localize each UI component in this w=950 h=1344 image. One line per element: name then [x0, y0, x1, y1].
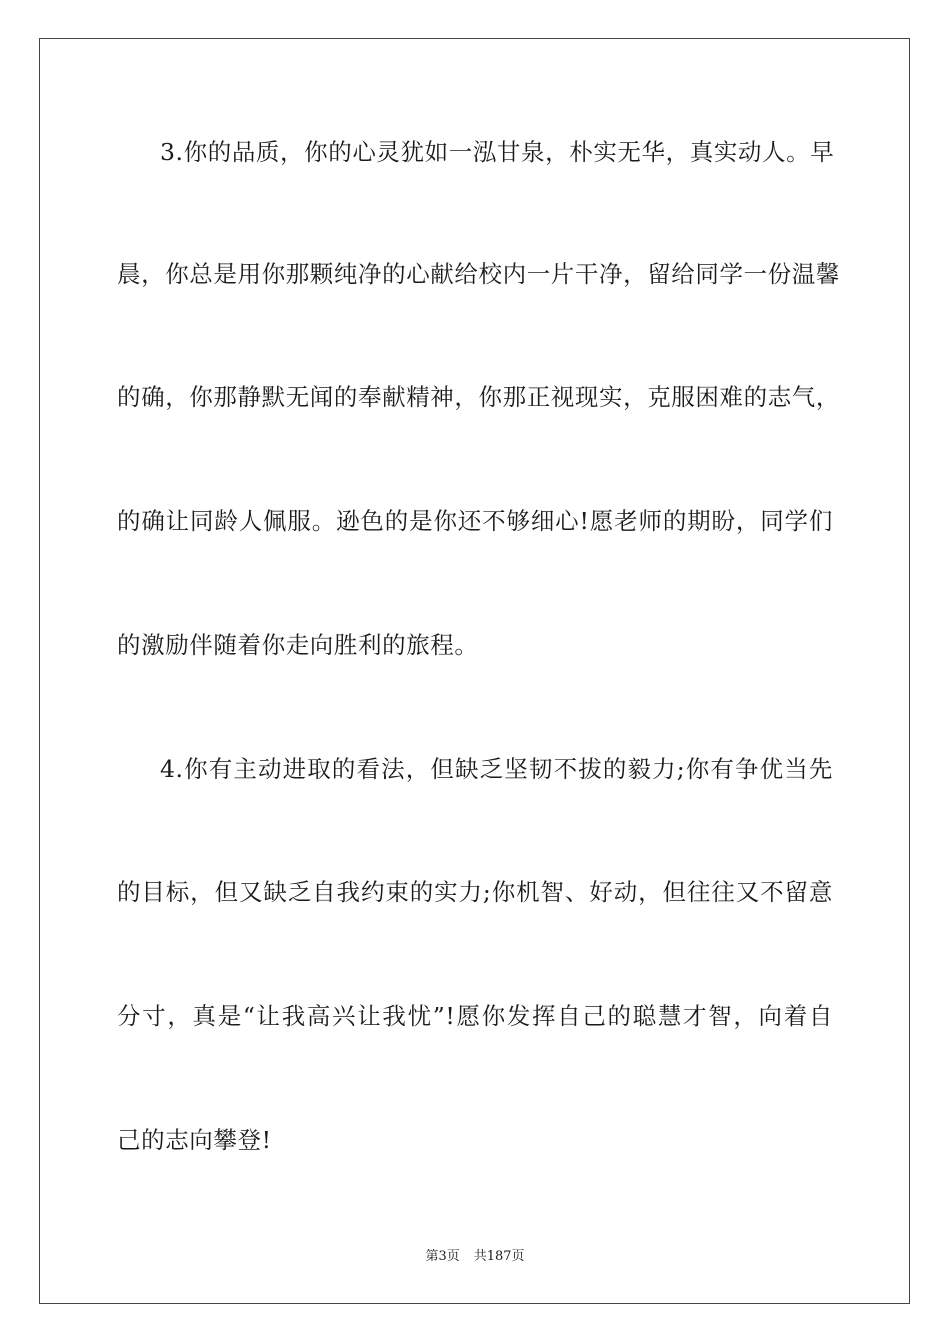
paragraph-line: 3.你的品质，你的心灵犹如一泓甘泉，朴实无华，真实动人。早 — [160, 138, 835, 166]
page-total: 共187页 — [473, 1249, 525, 1264]
paragraph-line: 晨，你总是用你那颗纯净的心献给校内一片干净，留给同学一份温馨 — [117, 260, 840, 288]
paragraph-line: 分寸，真是“让我高兴让我忧”!愿你发挥自己的聪慧才智，向着自 — [117, 1002, 833, 1030]
paragraph-line: 4.你有主动进取的看法，但缺乏坚韧不拔的毅力;你有争优当先 — [160, 755, 833, 783]
page-number: 第3页 — [425, 1249, 460, 1264]
paragraph-line: 己的志向攀登! — [117, 1126, 272, 1154]
paragraph-line: 的确让同龄人佩服。逊色的是你还不够细心!愿老师的期盼，同学们 — [117, 507, 833, 535]
paragraph-line: 的确，你那静默无闻的奉献精神，你那正视现实，克服困难的志气， — [117, 383, 840, 411]
paragraph-line: 的激励伴随着你走向胜利的旅程。 — [117, 631, 479, 659]
page-frame — [39, 38, 910, 1304]
paragraph-line: 的目标，但又缺乏自我约束的实力;你机智、好动，但往往又不留意 — [117, 878, 833, 906]
page-footer — [0, 1248, 950, 1266]
